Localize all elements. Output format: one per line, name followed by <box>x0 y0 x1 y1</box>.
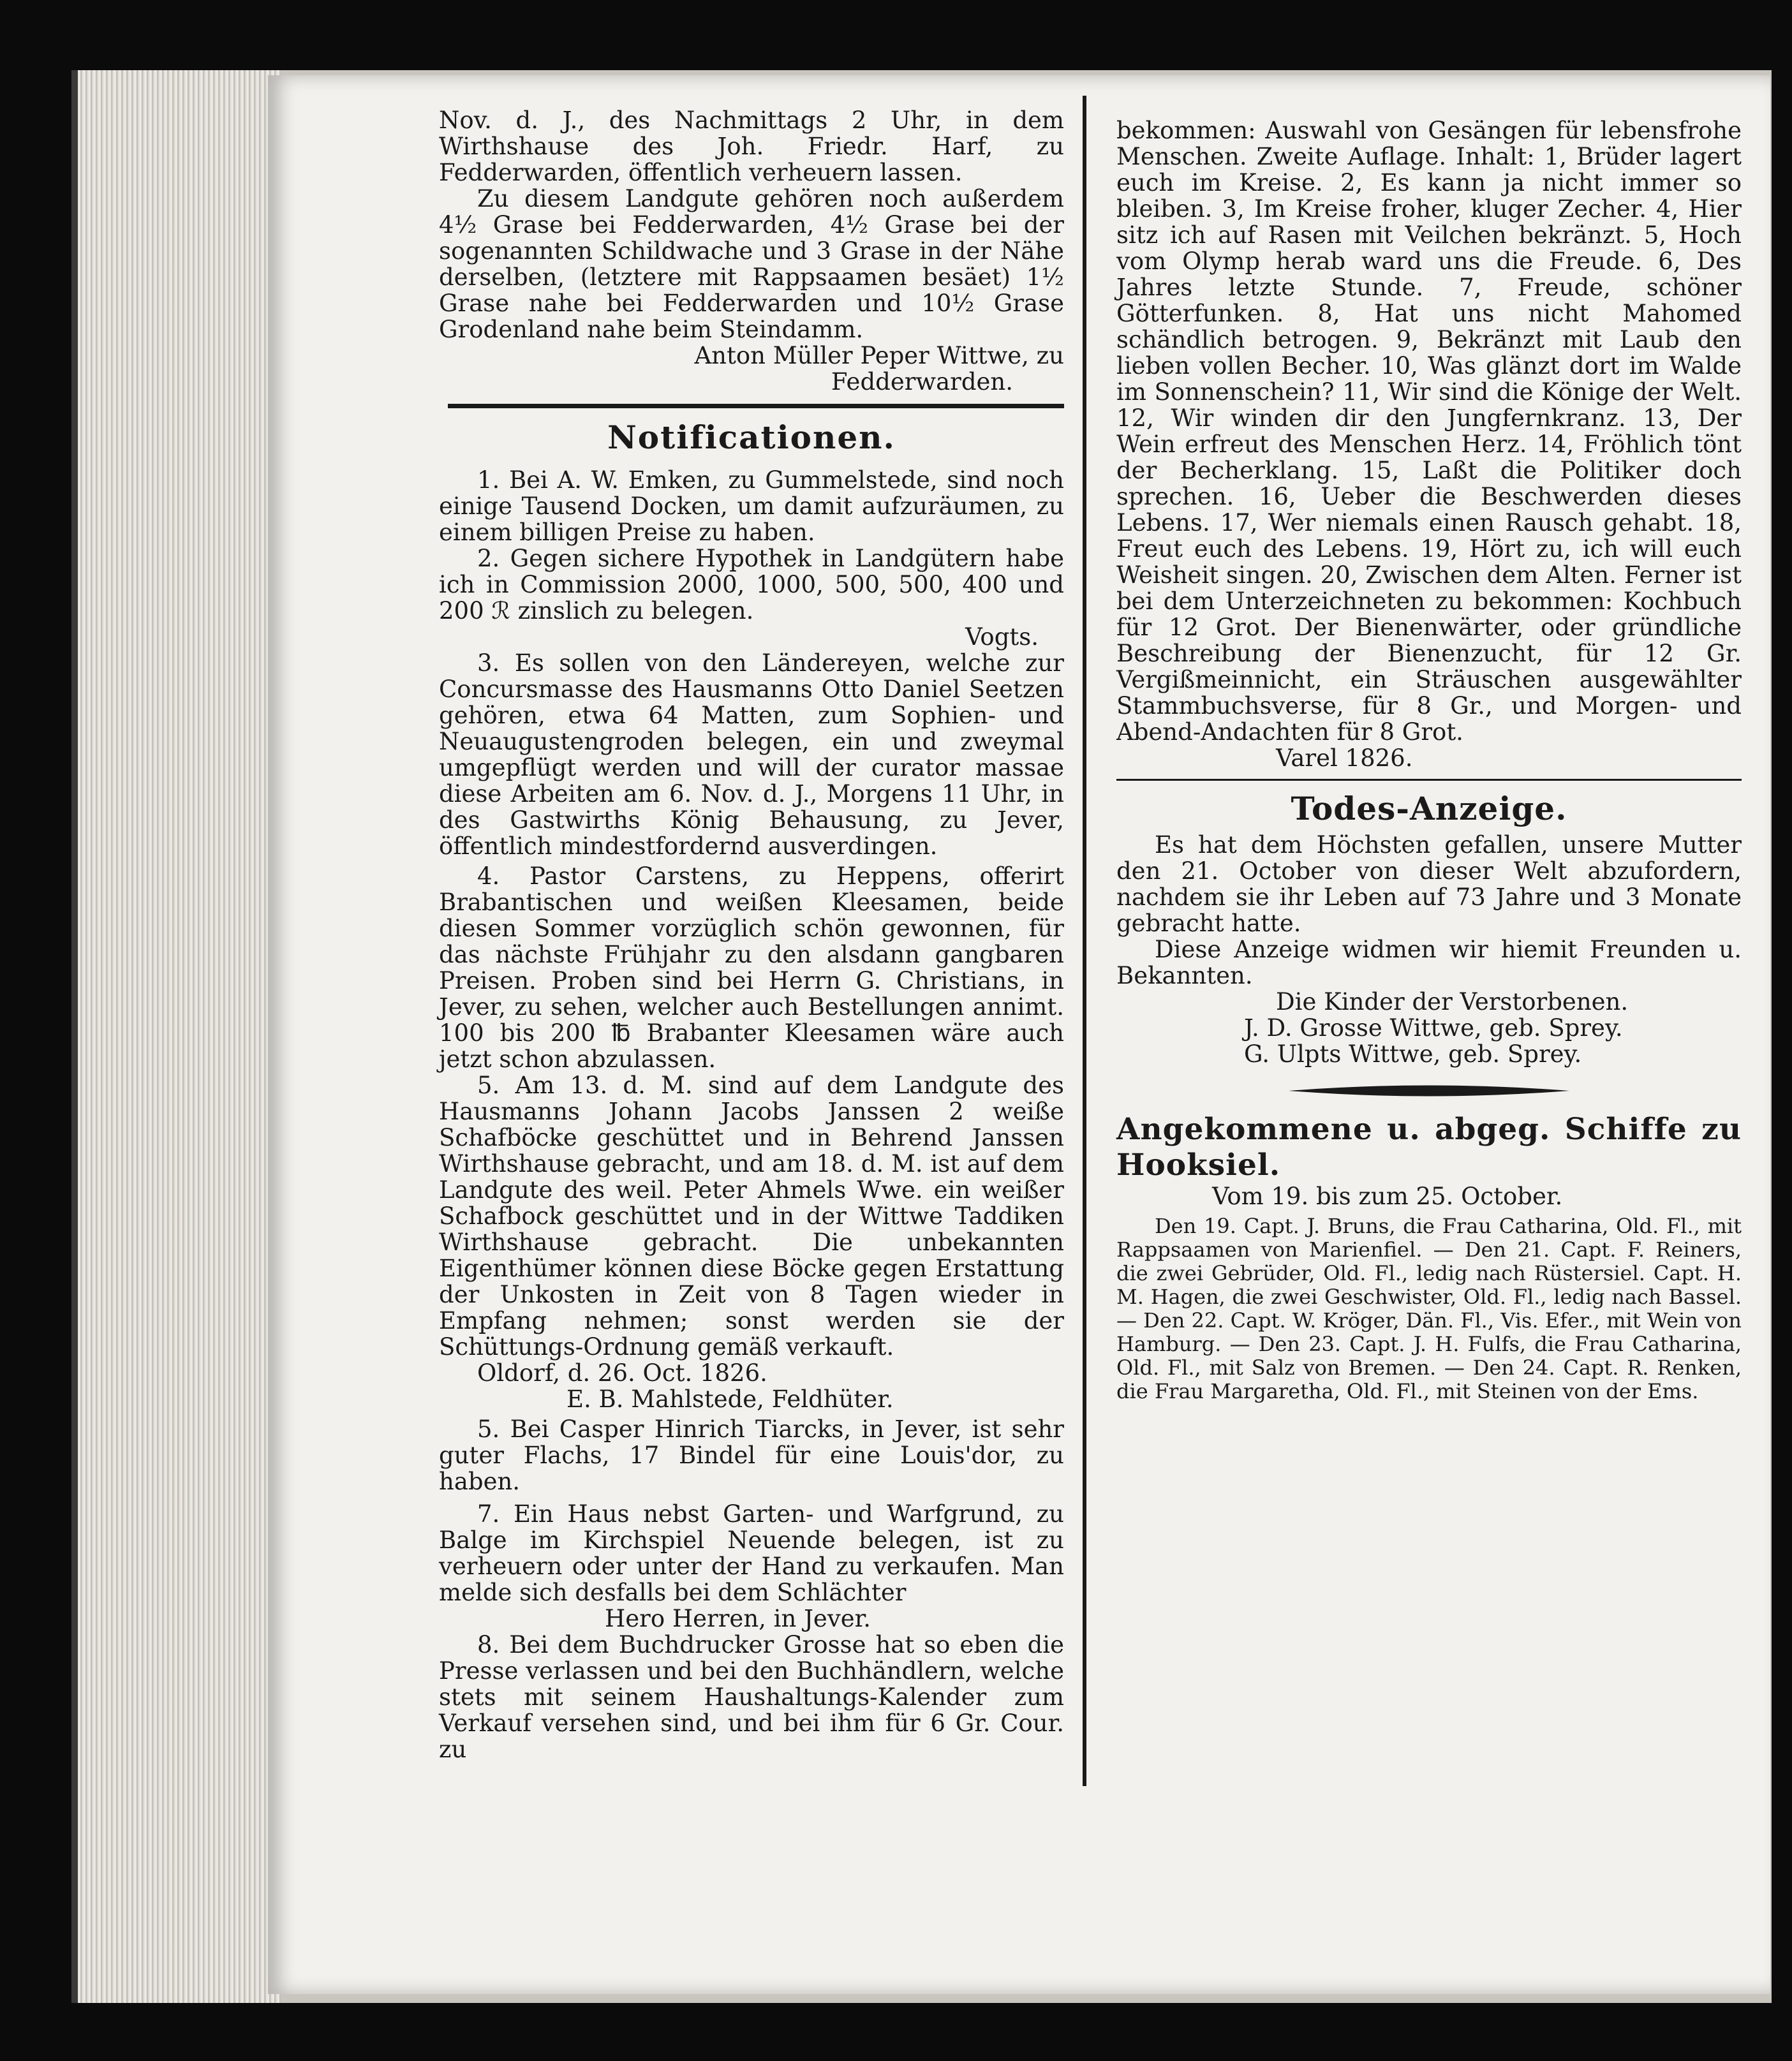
notice-5a-place: Oldorf, d. 26. Oct. 1826. <box>477 1359 767 1387</box>
ships-heading: Angekommene u. abgeg. Schiffe zu Hooksiel. <box>1116 1112 1742 1183</box>
notice-5b: 5. Bei Casper Hinrich Tiarcks, in Jever, ist sehr guter Flachs, 17 Bindel für eine Louis'dor, zu haben. <box>439 1415 1064 1495</box>
songbook-notice: bekommen: Auswahl von Gesängen für lebensfrohe Menschen. Zweite Auflage. Inhalt: 1, Brüder lagert euch im Kreise. 2, Es kann ja nicht immer so bleiben. 3, Im Kreise froher, kluger Zecher. 4, Hier sitz ich auf Rasen mit Veilchen bekränzt. 5, Hoch vom Olymp herab ward uns die Freude. 6, Des Jahres letzte Stunde. 7, Freude, schöner Götterfunken. 8, Hat uns nicht Mahomed schändlich betrogen. 9, Bekränzt mit Laub den lieben vollen Becher. 10, Was glänzt dort im Walde im Sonnenschein? 11, Wir sind die Könige der Welt. 12, Wir winden dir den Jungfernkranz. 13, Der Wein erfreut des Menschen Herz. 14, Fröhlich tönt der Becherklang. 15, Laßt die Politiker doch sprechen. 16, Ueber die Beschwerden dieses Lebens. 17, Wer niemals einen Rausch gehabt. 18, Freut euch des Lebens. 19, Hört zu, ich will euch Weisheit singen. 20, Zwischen dem Alten. Ferner ist bei dem Unterzeichneten zu bekommen: Kochbuch für 12 Grot. Der Bienenwärter, oder gründliche Beschreibung der Bienenzucht, für 12 Gr. Vergißmeinnicht, ein Sträuschen ausgewählter Stammbuchsverse, für 8 Gr., und Morgen- und Abend-Andachten für 8 Grot. <box>1116 117 1742 746</box>
notice-7: 7. Ein Haus nebst Garten- und Warfgrund, zu Balge im Kirchspiel Neuende belegen, ist zu verheuern oder unter der Hand zu verkaufen. Man melde sich desfalls bei dem Schlächter <box>439 1500 1064 1606</box>
notificationen-heading: Notificationen. <box>607 418 896 456</box>
notice-8: 8. Bei dem Buchdrucker Grosse hat so eben die Presse verlassen und bei den Buchhändlern, welche stets mit seinem Haushaltungs-Kalender zum Verkauf versehen sind, und bei ihm für 6 Gr. Cour. zu <box>439 1631 1064 1763</box>
section-rule-2 <box>1116 779 1742 781</box>
death-notice-dedication: Diese Anzeige widmen wir hiemit Freunden u. Bekannten. <box>1116 936 1742 989</box>
notice-7-signature: Hero Herren, in Jever. <box>605 1605 871 1632</box>
death-notice-signature-1: J. D. Grosse Wittwe, geb. Sprey. <box>1244 1014 1623 1042</box>
notice-3: 3. Es sollen von den Ländereyen, welche zur Concursmasse des Hausmanns Otto Daniel Seetzen gehören, etwa 64 Matten, zum Sophien- und Neuaugustengroden belegen, ein und zweymal umgepflügt werden und will der curator massae diese Arbeiten am 6. Nov. d. J., Morgens 11 Uhr, in des Gastwirths König Behausung, zu Jever, öffentlich mindestfordernd ausverdingen. <box>439 649 1064 860</box>
songbook-place: Varel 1826. <box>1276 744 1413 772</box>
section-rule <box>448 404 1064 408</box>
page-edges <box>71 70 281 2003</box>
land-notice: Zu diesem Landgute gehören noch außerdem 4½ Grase bei Fedderwarden, 4½ Grase bei der sogenannten Schildwache und 3 Grase in der Nähe derselben, (letztere mit Rappsaamen besäet) 1½ Grase nahe bei Fedderwarden und 10½ Grase Grodenland nahe beim Steindamm. <box>439 185 1064 343</box>
ornamental-swash <box>1289 1081 1569 1100</box>
notice-1: 1. Bei A. W. Emken, zu Gummelstede, sind noch einige Tausend Docken, um damit aufzuräumen, zu einem billigen Preise zu haben. <box>439 466 1064 546</box>
right-column <box>1116 117 1742 1403</box>
ships-date-range: Vom 19. bis zum 25. October. <box>1212 1183 1563 1210</box>
notice-4: 4. Pastor Carstens, zu Heppens, offerirt Brabantischen und weißen Kleesamen, beide diesen Sommer vorzüglich schön gewonnen, für das nächste Frühjahr zu den alsdann gangbaren Preisen. Proben sind bei Herrn G. Christians, in Jever, zu sehen, welcher auch Bestellungen annimt. 100 bis 200 ℔ Brabanter Kleesamen wäre auch jetzt schon abzulassen. <box>439 862 1064 1073</box>
death-notice-heading: Todes-Anzeige. <box>1291 790 1567 827</box>
notice-2: 2. Gegen sichere Hypothek in Landgütern habe ich in Commission 2000, 1000, 500, 500, 400 und 200 ℛ zinslich zu belegen. <box>439 545 1064 624</box>
column-divider <box>1083 96 1086 1786</box>
land-signature-place: Fedderwarden. <box>831 368 1013 395</box>
notice-continuation: Nov. d. J., des Nachmittags 2 Uhr, in dem Wirthshause des Joh. Friedr. Harf, zu Fedderwarden, öffentlich verheuern lassen. <box>439 107 1064 186</box>
death-notice-text: Es hat dem Höchsten gefallen, unsere Mutter den 21. October von dieser Welt abzufordern, nachdem sie ihr Leben auf 73 Jahre und 3 Monate gebracht hatte. <box>1116 831 1742 937</box>
ships-list: Den 19. Capt. J. Bruns, die Frau Catharina, Old. Fl., mit Rappsaamen von Marienfiel. — Den 21. Capt. F. Reiners, die zwei Gebrüder, Old. Fl., ledig nach Rüstersiel. Capt. H. M. Hagen, die zwei Geschwister, Old. Fl., ledig nach Bassel. — Den 22. Capt. W. Kröger, Dän. Fl., Vis. Efer., mit Wein von Hamburg. — Den 23. Capt. J. H. Fulfs, die Frau Catharina, Old. Fl., mit Salz von Bremen. — Den 24. Capt. R. Renken, die Frau Margaretha, Old. Fl., mit Steinen von der Ems. <box>1116 1214 1742 1403</box>
notice-5a: 5. Am 13. d. M. sind auf dem Landgute des Hausmanns Johann Jacobs Janssen 2 weiße Schafböcke geschüttet und in Behrend Janssen Wirthshause gebracht, und am 18. d. M. ist auf dem Landgute des weil. Peter Ahmels Wwe. ein weißer Schafbock geschüttet und in der Wittwe Taddiken Wirthshause gebracht. Die unbekannten Eigenthümer können diese Böcke gegen Erstattung der Unkosten in Zeit von 8 Tagen wieder in Empfang nehmen; sonst werden sie der Schüttungs-Ordnung gemäß verkauft. <box>439 1072 1064 1361</box>
notice-5a-signature: E. B. Mahlstede, Feldhüter. <box>566 1385 894 1413</box>
death-notice-children: Die Kinder der Verstorbenen. <box>1276 988 1629 1016</box>
death-notice-signature-2: G. Ulpts Wittwe, geb. Sprey. <box>1244 1040 1582 1068</box>
left-column <box>439 107 1064 1762</box>
notice-2-signature: Vogts. <box>965 623 1039 651</box>
land-signature: Anton Müller Peper Wittwe, zu <box>694 342 1064 369</box>
